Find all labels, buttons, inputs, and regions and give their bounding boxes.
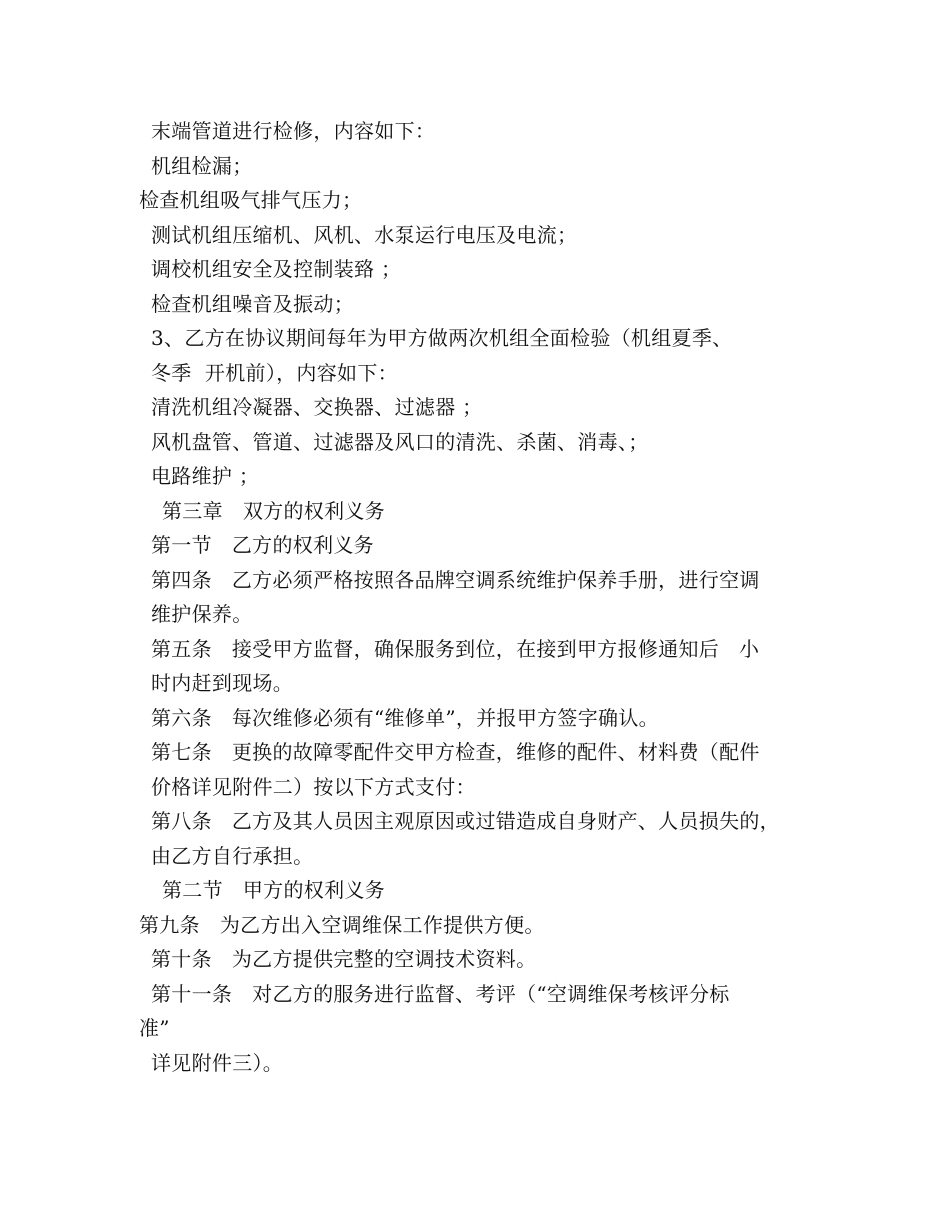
text-line: 第四条 乙方必须严格按照各品牌空调系统维护保养手册，进行空调 xyxy=(151,568,760,592)
text-line: 冬季 开机前），内容如下： xyxy=(151,361,398,385)
text-line: 第七条 更换的故障零配件交甲方检查，维修的配件、材料费（配件 xyxy=(151,740,760,764)
text-line: 详见附件三）。 xyxy=(151,1051,284,1075)
text-line: 检查机组吸气排气压力； xyxy=(139,188,363,212)
text-line: 第十条 为乙方提供完整的空调技术资料。 xyxy=(151,947,537,971)
section-heading: 第一节 乙方的权利义务 xyxy=(151,533,374,557)
text-line: 时内赶到现场。 xyxy=(151,671,294,695)
text-line: 检查机组噪音及振动； xyxy=(151,292,354,316)
text-line: 测试机组压缩机、风机、水泵运行电压及电流； xyxy=(151,223,578,247)
text-line: 第九条 为乙方出入空调维保工作提供方便。 xyxy=(139,913,545,937)
text-line: 第六条 每次维修必须有“维修单”，并报甲方签字确认。 xyxy=(151,706,659,730)
text-line: 调校机组安全及控制装臵 ； xyxy=(151,257,402,281)
text-line: 价格详见附件二）按以下方式支付： xyxy=(151,775,476,799)
text-line: 第八条 乙方及其人员因主观原因或过错造成自身财产、人员损失的， xyxy=(151,809,780,833)
text-line: 第五条 接受甲方监督，确保服务到位，在接到甲方报修通知后 小 xyxy=(151,637,760,661)
text-line: 末端管道进行检修，内容如下： xyxy=(151,119,436,143)
text-line: 3、乙方在协议期间每年为甲方做两次机组全面检验（机组夏季、 xyxy=(151,326,733,350)
text-line: 电路维护 ； xyxy=(151,464,260,488)
text-line: 清洗机组冷凝器、交换器、过滤器 ； xyxy=(151,395,483,419)
text-line: 准” xyxy=(139,1016,170,1040)
section-heading: 第二节 甲方的权利义务 xyxy=(162,878,385,902)
text-line: 由乙方自行承担。 xyxy=(151,844,314,868)
text-line: 风机盘管、管道、过滤器及风口的清洗、杀菌、消毒、； xyxy=(151,430,649,454)
text-line: 维护保养。 xyxy=(151,602,253,626)
text-line: 机组检漏； xyxy=(151,154,253,178)
chapter-heading: 第三章 双方的权利义务 xyxy=(162,499,385,523)
text-line: 第十一条 对乙方的服务进行监督、考评（“空调维保考核评分标 xyxy=(151,982,730,1006)
